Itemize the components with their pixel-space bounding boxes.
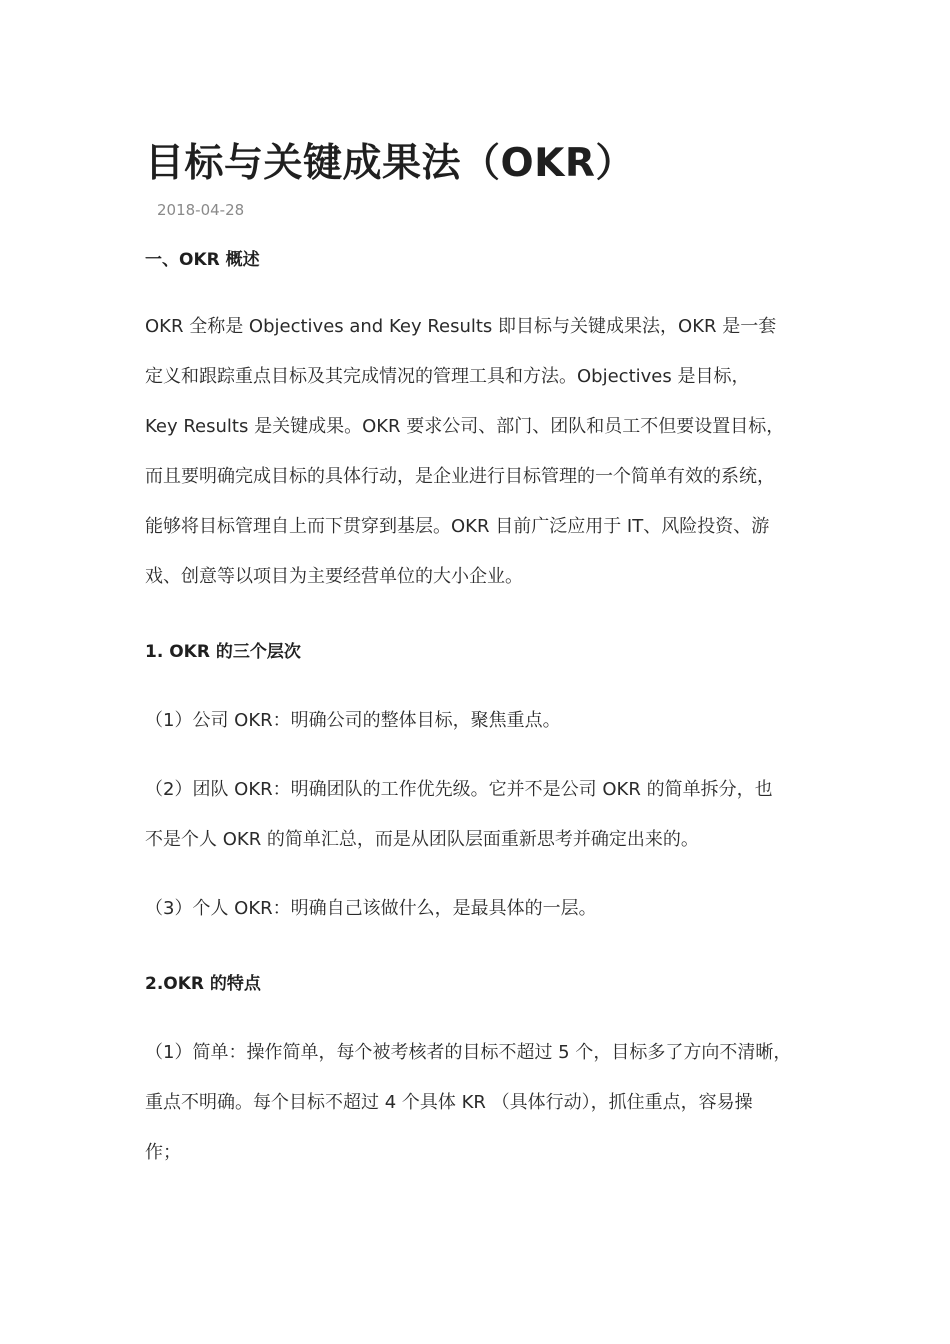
article-title: 目标与关键成果法（OKR） (145, 141, 635, 186)
text-line: 作； (145, 1142, 181, 1163)
level-item-individual (145, 884, 835, 934)
text-line: （1）简单：操作简单，每个被考核者的目标不超过 5 个，目标多了方向不清晰， (145, 1042, 792, 1063)
level-item-team (145, 765, 835, 865)
article (145, 138, 835, 1178)
text-line: 定义和跟踪重点目标及其完成情况的管理工具和方法。Objectives 是目标， (145, 366, 750, 387)
level-item-company (145, 696, 835, 746)
publish-date: 2018-04-28 (157, 201, 245, 219)
text-line: （2）团队 OKR：明确团队的工作优先级。它并不是公司 OKR 的简单拆分，也 (145, 779, 773, 800)
section-heading-levels: 1. OKR 的三个层次 (145, 642, 301, 662)
text-line: Key Results 是关键成果。OKR 要求公司、部门、团队和员工不但要设置目标， (145, 416, 785, 437)
text-line: （3）个人 OKR：明确自己该做什么，是最具体的一层。 (145, 898, 597, 919)
feature-item-simple (145, 1028, 835, 1178)
text-line: 戏、创意等以项目为主要经营单位的大小企业。 (145, 566, 523, 587)
text-line: 重点不明确。每个目标不超过 4 个具体 KR （具体行动），抓住重点，容易操 (145, 1092, 753, 1113)
text-line: 不是个人 OKR 的简单汇总，而是从团队层面重新思考并确定出来的。 (145, 829, 699, 850)
text-line: （1）公司 OKR：明确公司的整体目标，聚焦重点。 (145, 710, 561, 731)
text-line: OKR 全称是 Objectives and Key Results 即目标与关键成果法，OKR 是一套 (145, 316, 777, 337)
section-heading-features: 2.OKR 的特点 (145, 974, 261, 994)
text-line: 而且要明确完成目标的具体行动，是企业进行目标管理的一个简单有效的系统， (145, 466, 775, 487)
overview-paragraph (145, 302, 835, 602)
section-heading-overview: 一、OKR 概述 (145, 250, 260, 270)
text-line: 能够将目标管理自上而下贯穿到基层。OKR 目前广泛应用于 IT、风险投资、游 (145, 516, 770, 537)
